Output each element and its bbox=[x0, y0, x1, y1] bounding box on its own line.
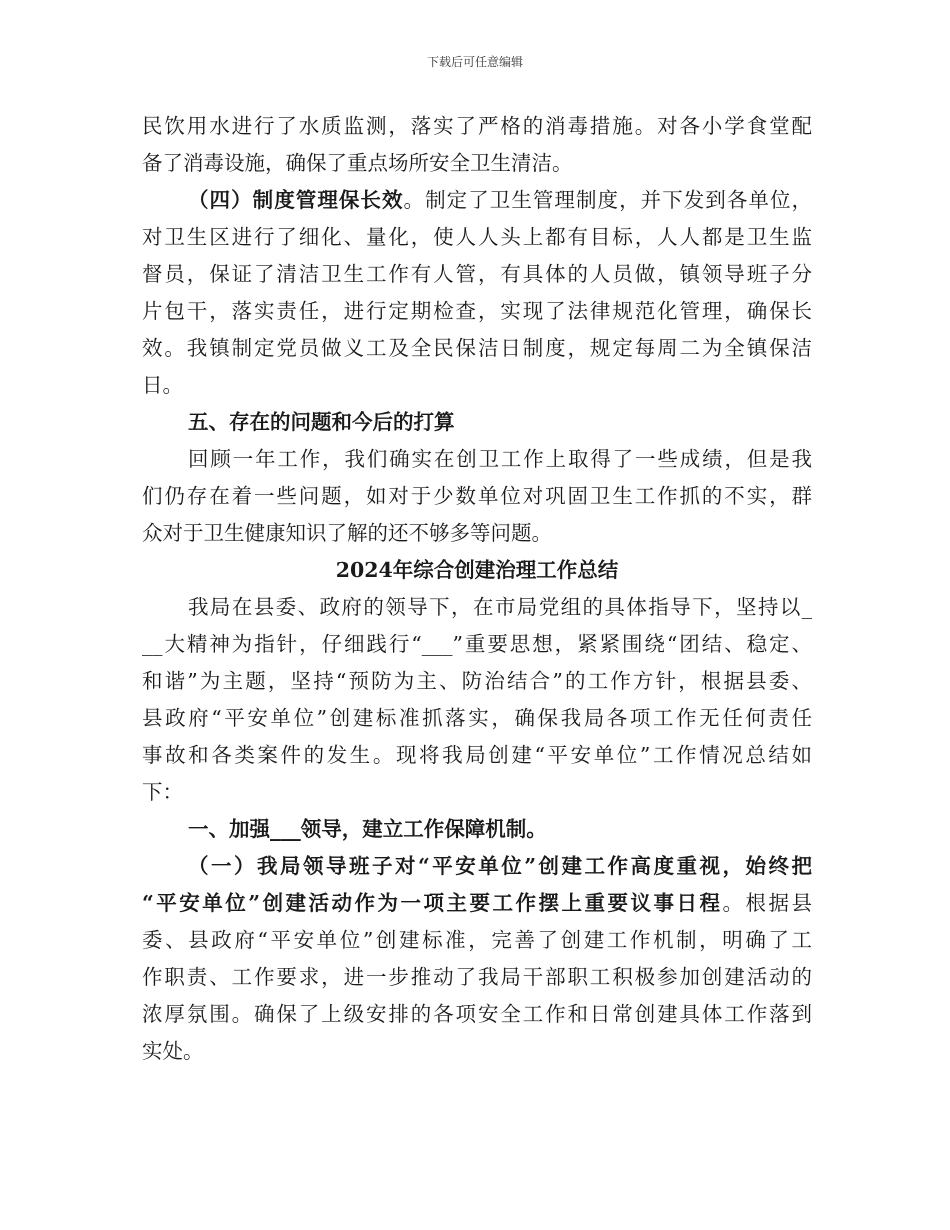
paragraph-line: 众对于卫生健康知识了解的还不够多等问题。 bbox=[142, 521, 552, 545]
paragraph-line: 督员，保证了清洁卫生工作有人管，有具体的人员做，镇领导班子分 bbox=[142, 262, 812, 286]
page-header: 下载后可任意编辑 bbox=[426, 55, 523, 69]
paragraph-line bbox=[142, 182, 812, 219]
paragraph-line: 民饮用水进行了水质监测，落实了严格的消毒措施。对各小学食堂配 bbox=[142, 114, 812, 138]
paragraph-line: 备了消毒设施，确保了重点场所安全卫生清洁。 bbox=[142, 151, 573, 175]
paragraph-line: 片包干，落实责任，进行定期检查，实现了法律规范化管理，确保长 bbox=[142, 299, 812, 323]
section-heading: 一、加强___领导，建立工作保障机制。 bbox=[188, 817, 547, 841]
paragraph-line: 效。我镇制定党员做义工及全民保洁日制度，规定每周二为全镇保洁 bbox=[142, 336, 812, 360]
paragraph-line: 浓厚氛围。确保了上级安排的各项安全工作和日常创建具体工作落到 bbox=[142, 1002, 812, 1026]
paragraph-line: 对卫生区进行了细化、量化，使人人头上都有目标，人人都是卫生监 bbox=[142, 225, 812, 249]
paragraph-line: __大精神为指针，仔细践行“___”重要思想，紧紧围绕“团结、稳定、 bbox=[142, 632, 812, 656]
paragraph-line: 县政府“平安单位”创建标准抓落实，确保我局各项工作无任何责任 bbox=[142, 706, 812, 730]
paragraph-line: 日。 bbox=[142, 373, 183, 397]
paragraph-line: 和谐”为主题，坚持“预防为主、防治结合”的工作方针，根据县委、 bbox=[142, 669, 812, 693]
paragraph-line: 我局在县委、政府的领导下，在市局党组的具体指导下，坚持以_ bbox=[188, 595, 812, 619]
paragraph-line: 事故和各类案件的发生。现将我局创建“平安单位”工作情况总结如 bbox=[142, 743, 812, 767]
paragraph-line: 回顾一年工作，我们确实在创卫工作上取得了一些成绩，但是我 bbox=[188, 447, 812, 471]
paragraph-text: 。根据县 bbox=[722, 891, 812, 915]
paragraph-line: 下： bbox=[142, 780, 183, 804]
paragraph-text: 。制定了卫生管理制度，并下发到各单位， bbox=[403, 188, 813, 212]
paragraph-line bbox=[142, 885, 812, 922]
paragraph-line: 委、县政府“平安单位”创建标准，完善了创建工作机制，明确了工 bbox=[142, 928, 812, 952]
paragraph-line: 实处。 bbox=[142, 1039, 204, 1063]
document-title: 2024年综合创建治理工作总结 bbox=[335, 558, 619, 582]
subsection-heading-text: “平安单位”创建活动作为一项主要工作摆上重要议事日程 bbox=[142, 891, 723, 915]
section-lead-heading: （四）制度管理保长效 bbox=[188, 188, 404, 212]
paragraph-line: 们仍存在着一些问题，如对于少数单位对巩固卫生工作抓的不实，群 bbox=[142, 484, 812, 508]
section-heading: 五、存在的问题和今后的打算 bbox=[188, 410, 455, 434]
paragraph-line: 作职责、工作要求，进一步推动了我局干部职工积极参加创建活动的 bbox=[142, 965, 812, 989]
subsection-heading-line: （一）我局领导班子对“平安单位”创建工作高度重视，始终把 bbox=[188, 854, 812, 878]
document-body bbox=[142, 108, 812, 1070]
